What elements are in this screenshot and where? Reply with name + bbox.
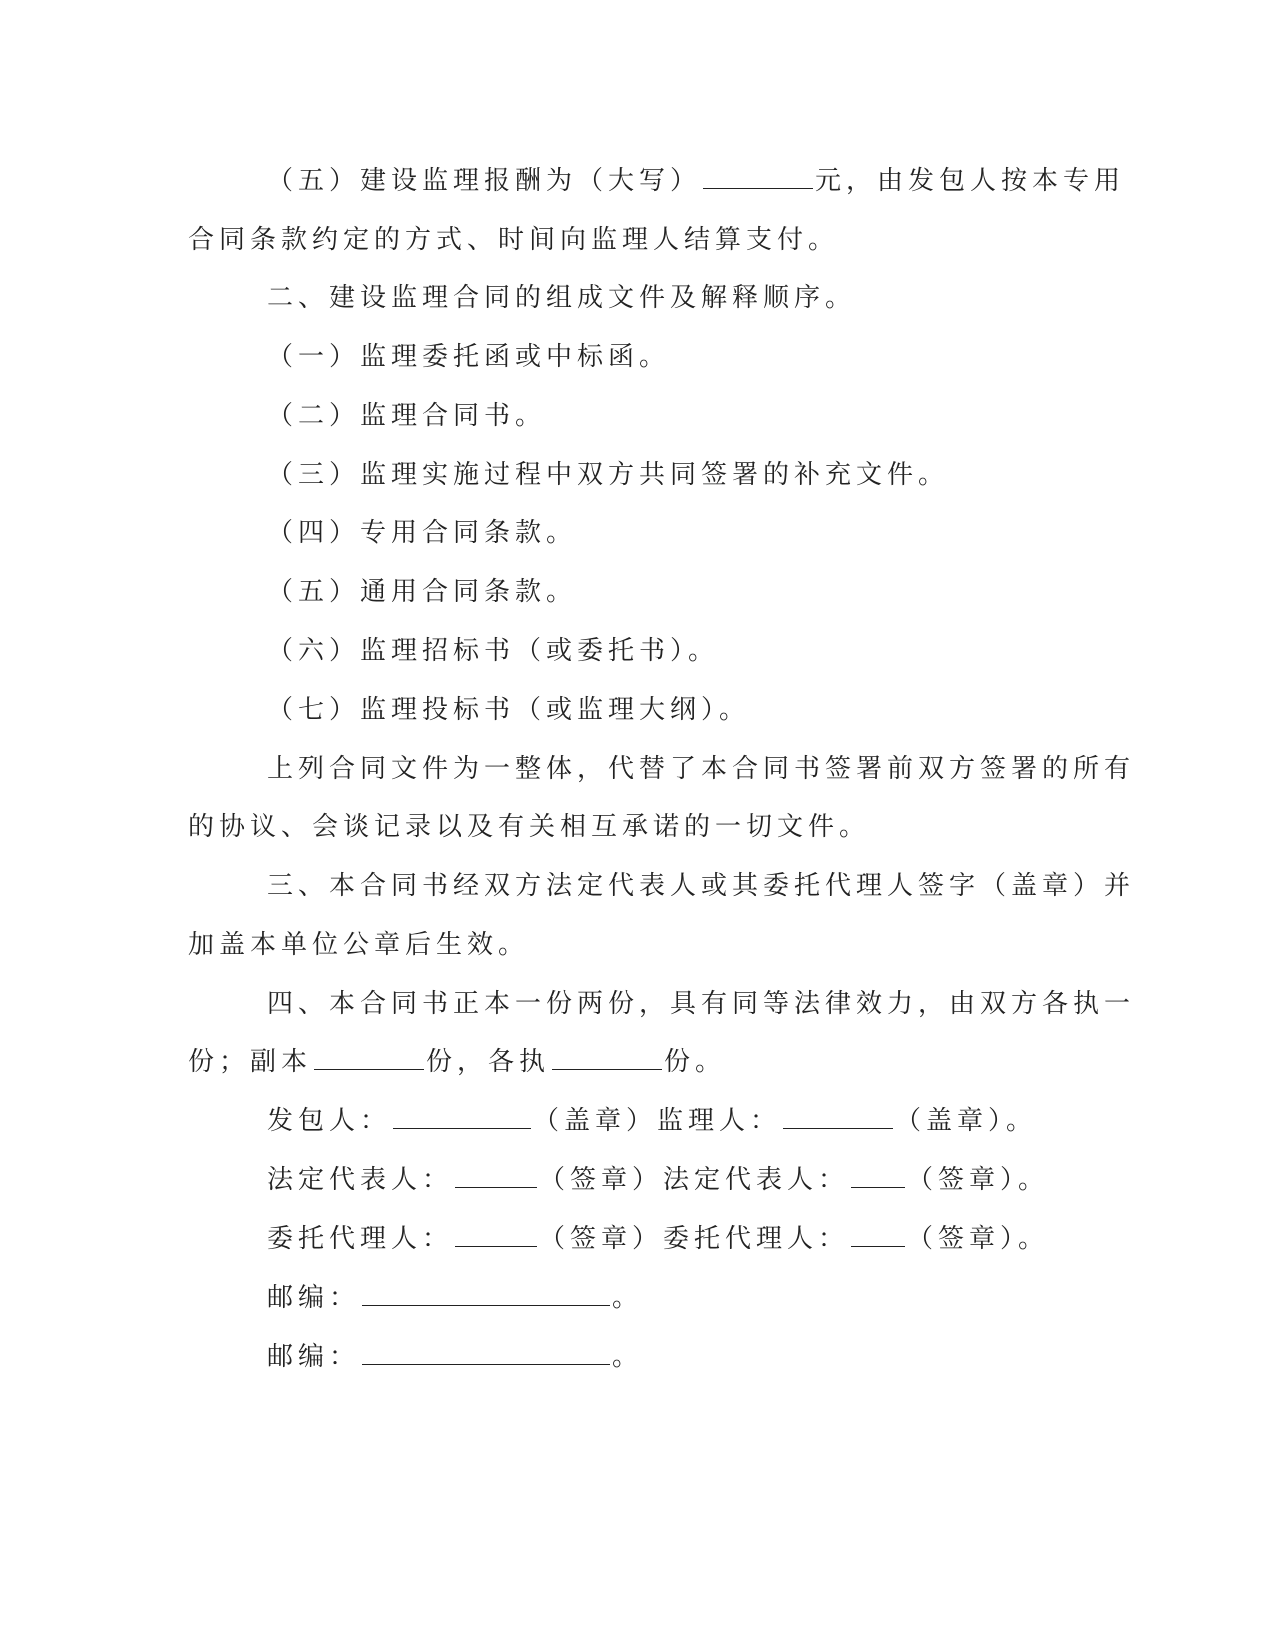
employer-blank: [393, 1106, 531, 1129]
agent-blank-2: [851, 1224, 905, 1247]
legal-rep-label: 法定代表人：: [267, 1165, 454, 1195]
copies-end: 份。: [664, 1047, 727, 1077]
seal-end: （盖章）。: [895, 1106, 1038, 1136]
legal-rep-label-2: （签章）法定代表人：: [539, 1165, 850, 1195]
legal-rep-blank: [455, 1165, 537, 1188]
agent-blank: [455, 1224, 537, 1247]
postcode-label: 邮编：: [267, 1283, 361, 1313]
sign-end-2: （签章）。: [907, 1224, 1050, 1254]
fee-amount-blank: [703, 166, 813, 189]
list-item: （二）监理合同书。: [267, 401, 547, 431]
legal-rep-blank-2: [851, 1165, 905, 1188]
postcode-label-2: 邮编：: [267, 1342, 361, 1372]
sign-end: （签章）。: [907, 1165, 1050, 1195]
section-4-line-1: 四、本合同书正本一份两份，具有同等法律效力，由双方各执一: [267, 989, 1136, 1019]
each-holds-blank: [552, 1047, 662, 1070]
agent-label-2: （签章）委托代理人：: [539, 1224, 850, 1254]
list-item: （三）监理实施过程中双方共同签署的补充文件。: [267, 460, 950, 490]
whole-paragraph-line-1: 上列合同文件为一整体，代替了本合同书签署前双方签署的所有: [267, 754, 1136, 784]
signature-row-1: [267, 1104, 1037, 1138]
employer-label: 发包人：: [267, 1106, 392, 1136]
list-item: （一）监理委托函或中标函。: [267, 342, 671, 372]
fee-text-pre: （五）建设监理报酬为（大写）: [267, 166, 702, 196]
postcode-blank-2: [362, 1342, 610, 1365]
signature-row-3: [267, 1222, 1049, 1256]
section-3-line-1: 三、本合同书经双方法定代表人或其委托代理人签字（盖章）并: [267, 871, 1136, 901]
section-2-heading: 二、建设监理合同的组成文件及解释顺序。: [267, 283, 857, 313]
postcode-end-2: 。: [612, 1342, 644, 1372]
agent-label: 委托代理人：: [267, 1224, 454, 1254]
fee-line-2: 合同条款约定的方式、时间向监理人结算支付。: [188, 225, 840, 255]
fee-line-1: [267, 164, 1125, 198]
postcode-blank: [362, 1283, 610, 1306]
copies-count-blank: [314, 1047, 424, 1070]
each-holds-label: 份，各执: [426, 1047, 551, 1077]
whole-paragraph-line-2: 的协议、会谈记录以及有关相互承诺的一切文件。: [188, 812, 871, 842]
section-3-line-2: 加盖本单位公章后生效。: [188, 930, 530, 960]
fee-text-post: 元，由发包人按本专用: [815, 166, 1126, 196]
list-item: （六）监理招标书（或委托书）。: [267, 636, 720, 666]
postcode-row-1: [267, 1281, 643, 1315]
signature-row-2: [267, 1163, 1049, 1197]
list-item: （五）通用合同条款。: [267, 577, 578, 607]
copies-label: 份；副本: [188, 1047, 313, 1077]
postcode-row-2: [267, 1340, 643, 1374]
supervisor-label: （盖章）监理人：: [533, 1106, 782, 1136]
supervisor-blank: [783, 1106, 893, 1129]
list-item: （四）专用合同条款。: [267, 518, 578, 548]
postcode-end: 。: [612, 1283, 644, 1313]
section-4-line-2: [188, 1045, 726, 1079]
list-item: （七）监理投标书（或监理大纲）。: [267, 695, 751, 725]
